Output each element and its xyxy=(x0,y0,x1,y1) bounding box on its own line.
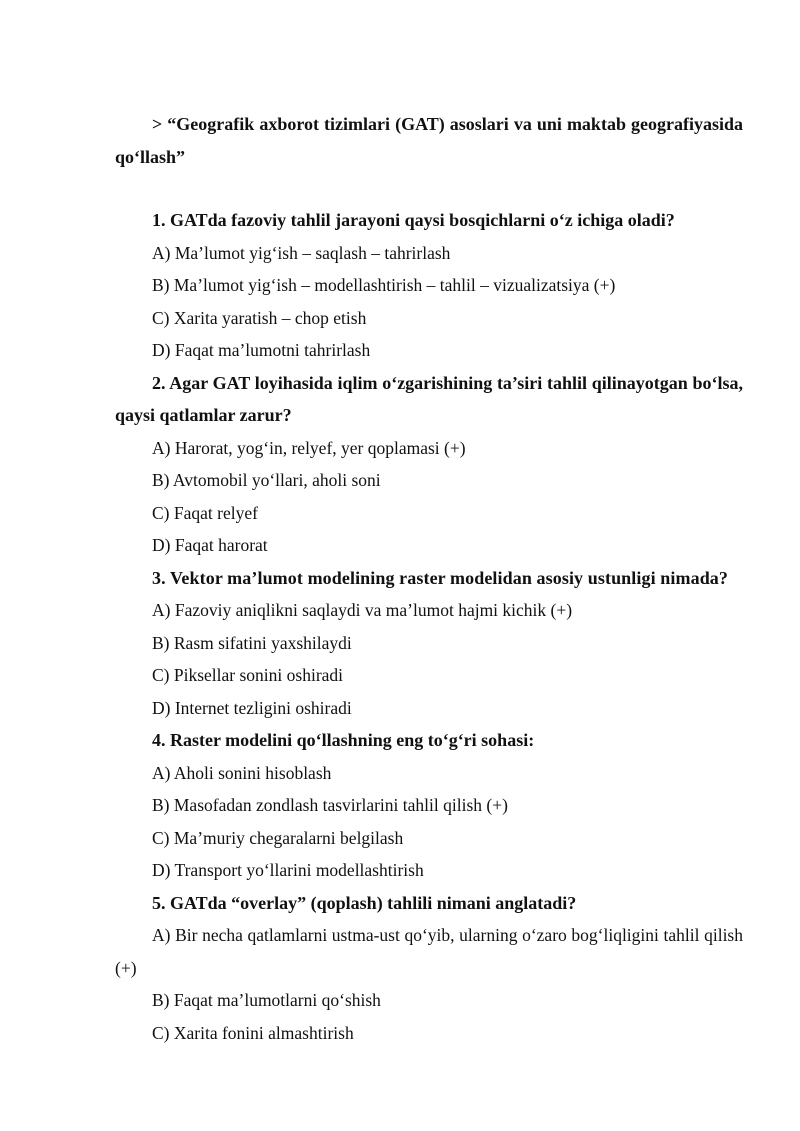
document-title: > “Geografik axborot tizimlari (GAT) asoslari va uni maktab geografiyasida qo‘llash” xyxy=(115,114,743,167)
question-4-option-c: C) Ma’muriy chegaralarni belgilash xyxy=(152,827,404,848)
question-3-option-d: D) Internet tezligini oshiradi xyxy=(152,697,352,718)
question-2-option-d: D) Faqat harorat xyxy=(152,535,268,555)
question-3-option-b: B) Rasm sifatini yaxshilaydi xyxy=(152,632,352,653)
question-block-4 xyxy=(115,724,743,887)
question-3-option-a: A) Fazoviy aniqlikni saqlaydi va ma’lumot hajmi kichik (+) xyxy=(152,600,573,620)
question-2: 2. Agar GAT loyihasida iqlim o‘zgarishining ta’siri tahlil qilinayotgan bo‘lsa, qaysi qatlamlar zarur? xyxy=(115,372,743,425)
question-3: 3. Vektor ma’lumot modelining raster modelidan asosiy ustunligi nimada? xyxy=(152,567,729,588)
question-1-option-a: A) Ma’lumot yig‘ish – saqlash – tahrirlash xyxy=(152,242,451,263)
question-2-option-a: A) Harorat, yog‘in, relyef, yer qoplamasi (+) xyxy=(152,437,466,458)
question-4-option-b: B) Masofadan zondlash tasvirlarini tahlil qilish (+) xyxy=(152,795,508,815)
question-block-3 xyxy=(115,562,743,725)
question-4-option-a: A) Aholi sonini hisoblash xyxy=(152,762,332,783)
question-4: 4. Raster modelini qo‘llashning eng to‘g‘ri sohasi: xyxy=(152,730,535,750)
question-2-option-c: C) Faqat relyef xyxy=(152,502,258,523)
question-5: 5. GATda “overlay” (qoplash) tahlili nimani anglatadi? xyxy=(152,892,577,913)
question-1-option-d: D) Faqat ma’lumotni tahrirlash xyxy=(152,340,371,360)
question-2-option-b: B) Avtomobil yo‘llari, aholi soni xyxy=(152,470,381,490)
question-5-option-b: B) Faqat ma’lumotlarni qo‘shish xyxy=(152,990,381,1010)
question-5-option-c: C) Xarita fonini almashtirish xyxy=(152,1022,354,1043)
question-block-2 xyxy=(115,367,743,562)
question-block-5 xyxy=(115,887,743,1050)
question-4-option-d: D) Transport yo‘llarini modellashtirish xyxy=(152,860,424,880)
question-block-1 xyxy=(115,204,743,367)
question-1-option-b: B) Ma’lumot yig‘ish – modellashtirish – tahlil – vizualizatsiya (+) xyxy=(152,275,616,295)
question-5-option-a: A) Bir necha qatlamlarni ustma-ust qo‘yib, ularning o‘zaro bog‘liqligini tahlil qilish (+) xyxy=(115,925,743,978)
question-1-option-c: C) Xarita yaratish – chop etish xyxy=(152,307,367,328)
document-page xyxy=(115,108,743,1049)
question-3-option-c: C) Piksellar sonini oshiradi xyxy=(152,665,344,685)
question-1: 1. GATda fazoviy tahlil jarayoni qaysi bosqichlarni o‘z ichiga oladi? xyxy=(152,210,675,230)
